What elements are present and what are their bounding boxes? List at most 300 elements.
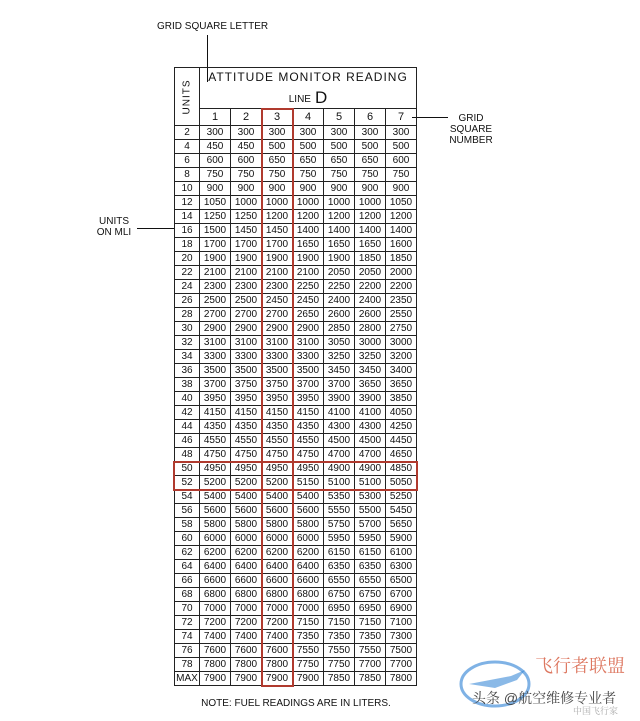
reading-cell: 3300 xyxy=(231,350,262,364)
reading-cell: 5200 xyxy=(200,476,231,490)
reading-cell: 4050 xyxy=(386,406,417,420)
reading-cell: 3100 xyxy=(231,336,262,350)
reading-cell: 7550 xyxy=(324,644,355,658)
reading-cell: 3950 xyxy=(293,392,324,406)
reading-cell: 3200 xyxy=(386,350,417,364)
table-row xyxy=(175,406,417,420)
reading-cell: 5350 xyxy=(324,490,355,504)
column-number-7: 7 xyxy=(386,109,417,126)
reading-cell: 900 xyxy=(386,182,417,196)
reading-cell: 5050 xyxy=(386,476,417,490)
table-row xyxy=(175,532,417,546)
reading-cell: 2350 xyxy=(386,294,417,308)
reading-cell: 3400 xyxy=(386,364,417,378)
reading-cell: 900 xyxy=(324,182,355,196)
reading-cell: 5750 xyxy=(324,518,355,532)
reading-cell: 4350 xyxy=(262,420,293,434)
reading-cell: 300 xyxy=(231,126,262,140)
table-row xyxy=(175,672,417,686)
units-cell: 16 xyxy=(175,224,200,238)
reading-cell: 4550 xyxy=(293,434,324,448)
reading-cell: 6950 xyxy=(355,602,386,616)
reading-cell: 1650 xyxy=(355,238,386,252)
reading-cell: 6000 xyxy=(293,532,324,546)
reading-cell: 4100 xyxy=(324,406,355,420)
table-row xyxy=(175,560,417,574)
units-on-mli-label: UNITS ON MLI xyxy=(96,216,132,238)
reading-cell: 3000 xyxy=(355,336,386,350)
grid-square-number-label: GRID SQUARE NUMBER xyxy=(449,113,493,146)
units-cell: 4 xyxy=(175,140,200,154)
reading-cell: 2300 xyxy=(262,280,293,294)
reading-cell: 750 xyxy=(355,168,386,182)
line-label: LINE D xyxy=(288,88,328,107)
reading-cell: 1700 xyxy=(231,238,262,252)
units-cell: 52 xyxy=(175,476,200,490)
table-row xyxy=(175,294,417,308)
reading-cell: 650 xyxy=(293,154,324,168)
units-cell: 2 xyxy=(175,126,200,140)
reading-cell: 5250 xyxy=(386,490,417,504)
reading-cell: 3950 xyxy=(200,392,231,406)
table-row xyxy=(175,490,417,504)
reading-cell: 7300 xyxy=(386,630,417,644)
reading-cell: 500 xyxy=(386,140,417,154)
table-title: ATTITUDE MONITOR READING xyxy=(208,70,408,84)
reading-cell: 7800 xyxy=(386,672,417,686)
reading-cell: 7800 xyxy=(231,658,262,672)
reading-cell: 6200 xyxy=(200,546,231,560)
table-row xyxy=(175,574,417,588)
reading-cell: 900 xyxy=(231,182,262,196)
reading-cell: 6350 xyxy=(324,560,355,574)
reading-cell: 4350 xyxy=(231,420,262,434)
units-cell: 60 xyxy=(175,532,200,546)
reading-cell: 500 xyxy=(293,140,324,154)
reading-cell: 7850 xyxy=(355,672,386,686)
fuel-units-note: NOTE: FUEL READINGS ARE IN LITERS. xyxy=(201,698,391,709)
reading-cell: 4550 xyxy=(262,434,293,448)
reading-cell: 4750 xyxy=(231,448,262,462)
reading-cell: 4950 xyxy=(262,462,293,476)
reading-cell: 3500 xyxy=(231,364,262,378)
units-cell: 56 xyxy=(175,504,200,518)
reading-cell: 2650 xyxy=(293,308,324,322)
units-cell: 76 xyxy=(175,644,200,658)
reading-cell: 6550 xyxy=(355,574,386,588)
reading-cell: 7350 xyxy=(293,630,324,644)
reading-cell: 1400 xyxy=(324,224,355,238)
reading-cell: 3050 xyxy=(324,336,355,350)
units-cell: 10 xyxy=(175,182,200,196)
table-row xyxy=(175,616,417,630)
reading-cell: 750 xyxy=(200,168,231,182)
reading-cell: 3300 xyxy=(262,350,293,364)
reading-cell: 2700 xyxy=(262,308,293,322)
reading-cell: 3450 xyxy=(324,364,355,378)
reading-cell: 3500 xyxy=(262,364,293,378)
table-row xyxy=(175,588,417,602)
reading-cell: 600 xyxy=(231,154,262,168)
reading-cell: 300 xyxy=(386,126,417,140)
reading-cell: 1500 xyxy=(200,224,231,238)
reading-cell: 5600 xyxy=(262,504,293,518)
reading-cell: 6200 xyxy=(293,546,324,560)
reading-cell: 1650 xyxy=(324,238,355,252)
reading-cell: 5600 xyxy=(293,504,324,518)
reading-cell: 5450 xyxy=(386,504,417,518)
units-cell: 48 xyxy=(175,448,200,462)
reading-cell: 4700 xyxy=(324,448,355,462)
table-row xyxy=(175,476,417,490)
reading-cell: 7700 xyxy=(386,658,417,672)
reading-cell: 3700 xyxy=(200,378,231,392)
table-row xyxy=(175,378,417,392)
reading-cell: 1050 xyxy=(200,196,231,210)
reading-cell: 4750 xyxy=(293,448,324,462)
reading-cell: 2750 xyxy=(386,322,417,336)
units-cell: 26 xyxy=(175,294,200,308)
reading-cell: 1900 xyxy=(262,252,293,266)
reading-cell: 4550 xyxy=(231,434,262,448)
reading-cell: 4700 xyxy=(355,448,386,462)
reading-cell: 3450 xyxy=(355,364,386,378)
units-cell: 20 xyxy=(175,252,200,266)
table-row xyxy=(175,140,417,154)
reading-cell: 7800 xyxy=(262,658,293,672)
column-number-3: 3 xyxy=(262,109,293,126)
reading-cell: 4550 xyxy=(200,434,231,448)
reading-cell: 3950 xyxy=(262,392,293,406)
reading-cell: 4250 xyxy=(386,420,417,434)
units-cell: 32 xyxy=(175,336,200,350)
table-row xyxy=(175,238,417,252)
reading-cell: 7100 xyxy=(386,616,417,630)
reading-cell: 4750 xyxy=(262,448,293,462)
reading-cell: 900 xyxy=(293,182,324,196)
reading-cell: 6600 xyxy=(262,574,293,588)
reading-cell: 4150 xyxy=(293,406,324,420)
fuel-calibration-table xyxy=(174,67,417,686)
reading-cell: 4900 xyxy=(324,462,355,476)
reading-cell: 6150 xyxy=(324,546,355,560)
reading-cell: 6800 xyxy=(231,588,262,602)
reading-cell: 900 xyxy=(355,182,386,196)
reading-cell: 4450 xyxy=(386,434,417,448)
table-row xyxy=(175,448,417,462)
line-letter: D xyxy=(314,88,328,107)
units-cell: 62 xyxy=(175,546,200,560)
units-cell: 30 xyxy=(175,322,200,336)
units-cell: 72 xyxy=(175,616,200,630)
reading-cell: 6800 xyxy=(262,588,293,602)
reading-cell: 650 xyxy=(324,154,355,168)
column-number-2: 2 xyxy=(231,109,262,126)
reading-cell: 3250 xyxy=(355,350,386,364)
reading-cell: 2700 xyxy=(200,308,231,322)
table-row xyxy=(175,196,417,210)
reading-cell: 5200 xyxy=(262,476,293,490)
reading-cell: 4100 xyxy=(355,406,386,420)
reading-cell: 6950 xyxy=(324,602,355,616)
reading-cell: 2900 xyxy=(231,322,262,336)
units-cell: 70 xyxy=(175,602,200,616)
units-cell: 38 xyxy=(175,378,200,392)
reading-cell: 1250 xyxy=(231,210,262,224)
reading-cell: 5150 xyxy=(293,476,324,490)
reading-cell: 2100 xyxy=(262,266,293,280)
reading-cell: 7150 xyxy=(293,616,324,630)
reading-cell: 5900 xyxy=(386,532,417,546)
reading-cell: 300 xyxy=(324,126,355,140)
table-row xyxy=(175,504,417,518)
table-row xyxy=(175,518,417,532)
reading-cell: 5950 xyxy=(355,532,386,546)
reading-cell: 7150 xyxy=(324,616,355,630)
reading-cell: 6100 xyxy=(386,546,417,560)
units-cell: 78 xyxy=(175,658,200,672)
reading-cell: 6800 xyxy=(293,588,324,602)
reading-cell: 6500 xyxy=(386,574,417,588)
reading-cell: 2500 xyxy=(200,294,231,308)
units-column-header: UNITS xyxy=(175,68,200,126)
table-row xyxy=(175,546,417,560)
units-cell: 8 xyxy=(175,168,200,182)
reading-cell: 3100 xyxy=(293,336,324,350)
reading-cell: 1050 xyxy=(386,196,417,210)
reading-cell: 1200 xyxy=(324,210,355,224)
reading-cell: 1900 xyxy=(231,252,262,266)
reading-cell: 2550 xyxy=(386,308,417,322)
units-cell: 68 xyxy=(175,588,200,602)
reading-cell: 1450 xyxy=(262,224,293,238)
reading-cell: 3750 xyxy=(262,378,293,392)
table-row xyxy=(175,644,417,658)
reading-cell: 4500 xyxy=(355,434,386,448)
units-cell: 40 xyxy=(175,392,200,406)
reading-cell: 1250 xyxy=(200,210,231,224)
table-row xyxy=(175,210,417,224)
reading-cell: 750 xyxy=(231,168,262,182)
reading-cell: 6600 xyxy=(200,574,231,588)
reading-cell: 3300 xyxy=(293,350,324,364)
units-cell: 74 xyxy=(175,630,200,644)
reading-cell: 3700 xyxy=(293,378,324,392)
reading-cell: 600 xyxy=(386,154,417,168)
reading-cell: 5650 xyxy=(386,518,417,532)
reading-cell: 750 xyxy=(262,168,293,182)
units-cell: 58 xyxy=(175,518,200,532)
reading-cell: 3650 xyxy=(355,378,386,392)
reading-cell: 2100 xyxy=(293,266,324,280)
units-cell: 66 xyxy=(175,574,200,588)
reading-cell: 4300 xyxy=(324,420,355,434)
logo-text: 飞行者联盟 xyxy=(535,656,625,676)
reading-cell: 1000 xyxy=(293,196,324,210)
units-cell: 64 xyxy=(175,560,200,574)
reading-cell: 3000 xyxy=(386,336,417,350)
column-number-6: 6 xyxy=(355,109,386,126)
reading-cell: 5800 xyxy=(200,518,231,532)
reading-cell: 4150 xyxy=(231,406,262,420)
reading-cell: 6000 xyxy=(200,532,231,546)
reading-cell: 7350 xyxy=(324,630,355,644)
reading-cell: 6550 xyxy=(324,574,355,588)
reading-cell: 5200 xyxy=(231,476,262,490)
units-cell: 42 xyxy=(175,406,200,420)
reading-cell: 3250 xyxy=(324,350,355,364)
reading-cell: 6200 xyxy=(231,546,262,560)
reading-cell: 500 xyxy=(262,140,293,154)
reading-cell: 6400 xyxy=(293,560,324,574)
reading-cell: 450 xyxy=(231,140,262,154)
reading-cell: 1900 xyxy=(293,252,324,266)
reading-cell: 500 xyxy=(324,140,355,154)
column-number-4: 4 xyxy=(293,109,324,126)
reading-cell: 7550 xyxy=(355,644,386,658)
table-row xyxy=(175,280,417,294)
reading-cell: 1000 xyxy=(231,196,262,210)
table-title-cell xyxy=(200,68,417,109)
units-cell: 24 xyxy=(175,280,200,294)
table-row xyxy=(175,602,417,616)
table-row xyxy=(175,462,417,476)
reading-cell: 900 xyxy=(200,182,231,196)
reading-cell: 1450 xyxy=(231,224,262,238)
reading-cell: 900 xyxy=(262,182,293,196)
reading-cell: 7500 xyxy=(386,644,417,658)
reading-cell: 7600 xyxy=(200,644,231,658)
reading-cell: 5800 xyxy=(262,518,293,532)
units-cell: 36 xyxy=(175,364,200,378)
reading-cell: 5400 xyxy=(262,490,293,504)
reading-cell: 2450 xyxy=(293,294,324,308)
reading-cell: 3100 xyxy=(262,336,293,350)
reading-cell: 6750 xyxy=(324,588,355,602)
reading-cell: 5100 xyxy=(355,476,386,490)
reading-cell: 1400 xyxy=(355,224,386,238)
table-row xyxy=(175,392,417,406)
reading-cell: 2000 xyxy=(386,266,417,280)
reading-cell: 7000 xyxy=(293,602,324,616)
reading-cell: 650 xyxy=(355,154,386,168)
reading-cell: 3300 xyxy=(200,350,231,364)
reading-cell: 300 xyxy=(293,126,324,140)
units-leader-line xyxy=(137,228,175,229)
reading-cell: 2250 xyxy=(293,280,324,294)
reading-cell: 1400 xyxy=(293,224,324,238)
reading-cell: 5600 xyxy=(200,504,231,518)
reading-cell: 3500 xyxy=(293,364,324,378)
units-cell: 14 xyxy=(175,210,200,224)
reading-cell: 7600 xyxy=(262,644,293,658)
reading-cell: 1000 xyxy=(355,196,386,210)
reading-cell: 4900 xyxy=(355,462,386,476)
reading-cell: 2300 xyxy=(231,280,262,294)
reading-cell: 750 xyxy=(324,168,355,182)
reading-cell: 3950 xyxy=(231,392,262,406)
reading-cell: 4150 xyxy=(262,406,293,420)
reading-cell: 7200 xyxy=(262,616,293,630)
reading-cell: 5500 xyxy=(355,504,386,518)
reading-cell: 7900 xyxy=(293,672,324,686)
reading-cell: 2850 xyxy=(324,322,355,336)
table-row xyxy=(175,154,417,168)
reading-cell: 5600 xyxy=(231,504,262,518)
table-row xyxy=(175,182,417,196)
units-cell: 54 xyxy=(175,490,200,504)
reading-cell: 1200 xyxy=(386,210,417,224)
reading-cell: 600 xyxy=(200,154,231,168)
reading-cell: 5550 xyxy=(324,504,355,518)
column-number-5: 5 xyxy=(324,109,355,126)
watermark-caption: 头条 @航空维修专业者 xyxy=(472,690,617,706)
reading-cell: 7400 xyxy=(231,630,262,644)
reading-cell: 7400 xyxy=(262,630,293,644)
reading-cell: 4950 xyxy=(293,462,324,476)
reading-cell: 2600 xyxy=(355,308,386,322)
reading-cell: 2700 xyxy=(231,308,262,322)
table-row xyxy=(175,322,417,336)
reading-cell: 6400 xyxy=(200,560,231,574)
reading-cell: 7850 xyxy=(324,672,355,686)
reading-cell: 3900 xyxy=(324,392,355,406)
reading-cell: 2450 xyxy=(262,294,293,308)
reading-cell: 6150 xyxy=(355,546,386,560)
reading-cell: 7200 xyxy=(200,616,231,630)
reading-cell: 4150 xyxy=(200,406,231,420)
reading-cell: 2250 xyxy=(324,280,355,294)
reading-cell: 3750 xyxy=(231,378,262,392)
reading-cell: 7700 xyxy=(355,658,386,672)
units-cell: 34 xyxy=(175,350,200,364)
reading-cell: 1700 xyxy=(200,238,231,252)
reading-cell: 1000 xyxy=(262,196,293,210)
units-cell: 22 xyxy=(175,266,200,280)
reading-cell: 4950 xyxy=(200,462,231,476)
table-row xyxy=(175,308,417,322)
reading-cell: 3900 xyxy=(355,392,386,406)
reading-cell: 5700 xyxy=(355,518,386,532)
reading-cell: 5400 xyxy=(293,490,324,504)
reading-cell: 6900 xyxy=(386,602,417,616)
reading-cell: 750 xyxy=(386,168,417,182)
units-cell: 28 xyxy=(175,308,200,322)
reading-cell: 6600 xyxy=(231,574,262,588)
reading-cell: 7900 xyxy=(200,672,231,686)
reading-cell: 1000 xyxy=(324,196,355,210)
reading-cell: 5100 xyxy=(324,476,355,490)
reading-cell: 1900 xyxy=(324,252,355,266)
reading-cell: 6000 xyxy=(262,532,293,546)
reading-cell: 2900 xyxy=(262,322,293,336)
table-row xyxy=(175,168,417,182)
reading-cell: 6800 xyxy=(200,588,231,602)
table-row xyxy=(175,336,417,350)
reading-cell: 6000 xyxy=(231,532,262,546)
units-cell: 6 xyxy=(175,154,200,168)
reading-cell: 6750 xyxy=(355,588,386,602)
column-number-1: 1 xyxy=(200,109,231,126)
reading-cell: 2050 xyxy=(324,266,355,280)
reading-cell: 2500 xyxy=(231,294,262,308)
reading-cell: 4950 xyxy=(231,462,262,476)
reading-cell: 650 xyxy=(262,154,293,168)
reading-cell: 2050 xyxy=(355,266,386,280)
reading-cell: 7900 xyxy=(231,672,262,686)
reading-cell: 5800 xyxy=(231,518,262,532)
units-cell: 18 xyxy=(175,238,200,252)
